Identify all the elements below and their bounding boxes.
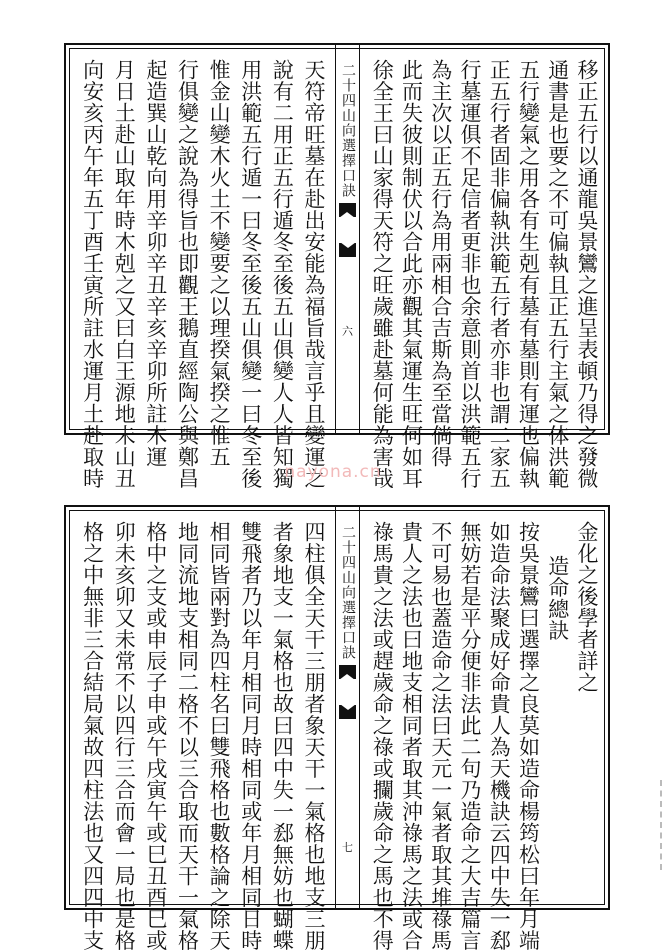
text-column: 造命總訣: [545, 555, 570, 641]
fish-tail-mark-icon: [339, 705, 356, 719]
text-column: 徐全王曰山家得天符之旺歲雖赴墓何能為害哉: [370, 59, 395, 489]
text-column: 通書是也要之不可偏執且正五行主氣之体洪範: [545, 59, 570, 489]
text-column: 向安亥丙午年五丁酉壬寅所註水運月土赴取時: [80, 59, 105, 489]
text-column: 貴人之法也曰地支相同者取其沖祿馬之法或合: [399, 521, 424, 951]
text-column: 者象地支一氣格也故曰四中失一郄無妨也蝴蝶: [270, 521, 295, 951]
fish-tail-mark-icon: [339, 665, 356, 679]
book-title-top: 二十四山向選擇口訣: [340, 63, 356, 198]
text-column: 四柱俱全天干三朋者象天干一氣格也地支三朋: [302, 521, 326, 951]
text-column: 正五行者固非偏執洪範五行者亦非也謂二家五: [487, 59, 512, 489]
right-half-top: [358, 45, 608, 489]
text-column: 雙飛者乃以年月相同月時相同或年月相同日時: [238, 521, 263, 951]
text-column: 移正五行以通龍吳景鸞之進呈表頓乃得之發微: [575, 59, 599, 489]
text-column: 月日土赴山取年時木剋之又曰白王源地未山丑: [112, 59, 137, 489]
text-column: 格中之支或申辰子申或午戌寅午或巳丑酉巳或: [143, 521, 168, 951]
text-column: 不可易也蓋造命之法曰天元一氣者取其堆祿馬: [428, 521, 453, 951]
text-column: 金化之後學者詳之: [575, 521, 599, 693]
text-column: 地同流地支相同二格不以三合取而天干一氣格: [175, 521, 200, 951]
text-column: 為主次以正五行為用兩相合吉斯為至當倘得: [428, 59, 453, 468]
text-column: 五行變氣之用各有生剋有墓有墓則有運也偏執: [516, 59, 541, 489]
scan-page-bottom: [64, 505, 610, 951]
text-column: 按吳景鸞曰選擇之良莫如造命楊筠松曰年月端: [516, 521, 541, 951]
text-column: 格之中無非三合結局氣故四柱法也又四四中支: [80, 521, 105, 951]
text-column: 說有二用正五行遁冬至後五山俱變人人皆知獨: [270, 59, 295, 489]
text-column: 行墓運俱不足信者更非也余意則首以洪範五行: [458, 59, 482, 489]
text-column: 卯未亥卯又未常不以四行三合而會一局也是格: [112, 521, 137, 951]
text-column: 相同皆兩對為四柱名曰雙飛格也數格論之除天: [207, 521, 232, 951]
watermark: nayona.cn: [284, 462, 382, 482]
binding-edge-mark: [660, 780, 666, 870]
text-column: 用洪範五行遁一曰冬至後五山俱變一曰冬至後: [238, 59, 263, 489]
text-column: 此而失彼則制伏以合此亦觀其氣運生旺何如耳: [399, 59, 424, 489]
text-column: 天符帝旺墓在赴出安能為福旨哉言乎且變運之: [302, 59, 326, 489]
text-column: 如造命法聚成好命貴人為天機訣云四中失一郄: [487, 521, 512, 951]
text-column: 無妨若是平分便非法此二句乃造命之大吉篇言: [458, 521, 482, 951]
text-column: 行俱變之說為得旨也即觀王鵝直經陶公與鄭昌: [175, 59, 200, 489]
center-gutter-top: [335, 45, 360, 433]
fish-tail-mark-icon: [339, 243, 356, 257]
book-title-bottom: 二十四山向選擇口訣: [340, 525, 356, 660]
folio-number-top: 六: [342, 325, 353, 338]
fish-tail-mark-icon: [339, 203, 356, 217]
text-column: 祿馬貴之法或趕歲命之祿或攔歲命之馬也不得: [370, 521, 395, 951]
right-half-bottom: [358, 507, 608, 951]
center-gutter-bottom: [335, 507, 360, 908]
text-column: 起造巽山乾向用辛卯辛丑辛亥辛卯所註木運: [143, 59, 168, 468]
left-half-bottom: [66, 507, 335, 951]
folio-number-bottom: 七: [342, 841, 353, 854]
text-column: 惟金山變木火土不變要之以理揆氣揆之惟五: [207, 59, 232, 468]
